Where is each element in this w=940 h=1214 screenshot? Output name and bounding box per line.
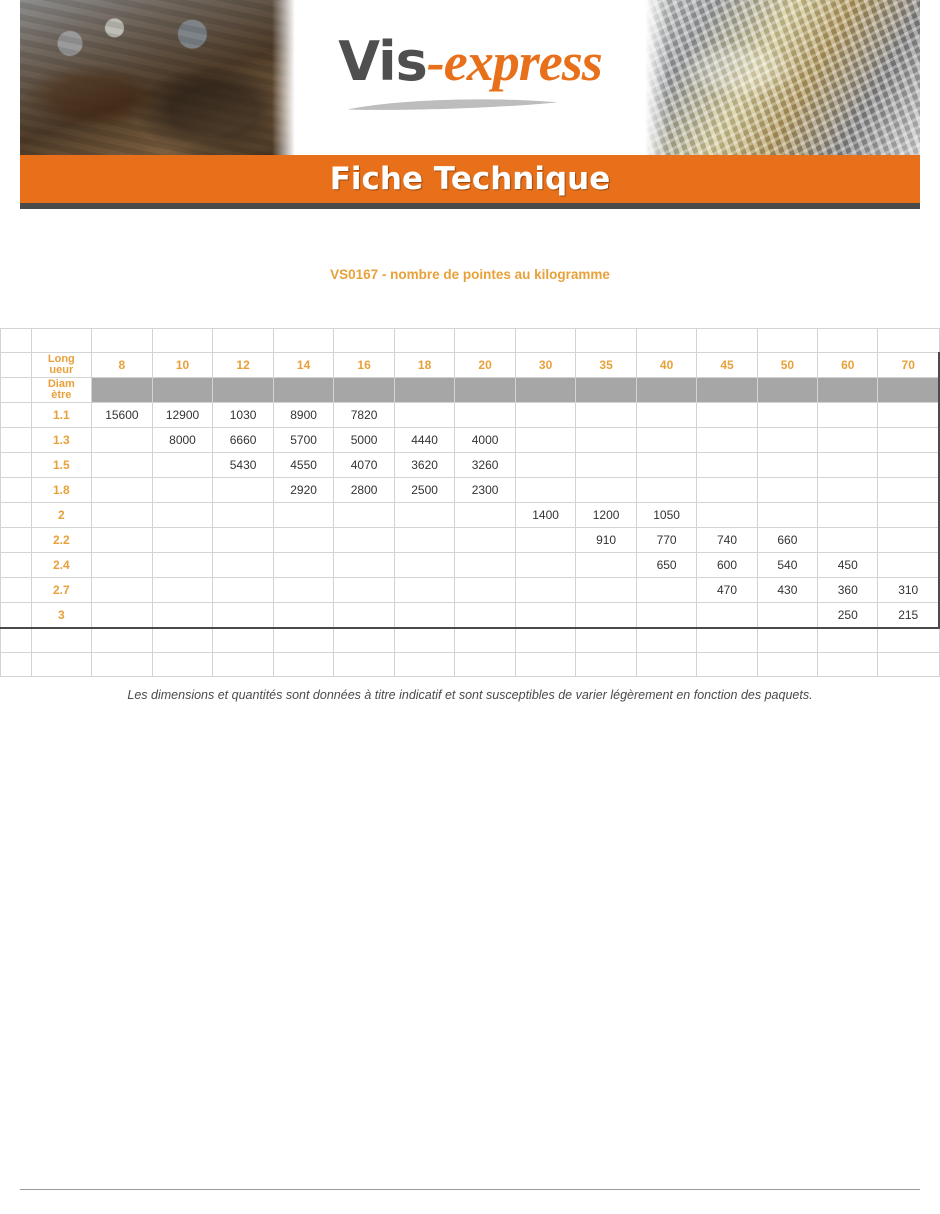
axis-band-cell xyxy=(515,378,576,403)
table-cell xyxy=(818,453,878,478)
table-spacer-cell xyxy=(1,478,32,503)
table-spacer-row xyxy=(1,653,940,677)
table-header-row xyxy=(1,353,940,378)
table-spacer-cell xyxy=(576,653,637,677)
column-header-length: 45 xyxy=(697,353,757,378)
table-spacer-cell xyxy=(818,628,878,653)
table-cell: 360 xyxy=(818,578,878,603)
brand-logo xyxy=(298,0,642,155)
table-spacer-cell xyxy=(636,628,697,653)
table-cell xyxy=(334,503,395,528)
table-cell: 450 xyxy=(818,553,878,578)
table-cell xyxy=(273,528,334,553)
logo-secondary-text: -express xyxy=(426,31,602,92)
table-cell xyxy=(394,528,455,553)
table-cell xyxy=(757,478,817,503)
table-spacer-row xyxy=(1,628,940,653)
table-cell xyxy=(515,403,576,428)
footnote-line-2: légèrement en fonction des paquets. xyxy=(610,688,813,702)
column-header-length: 35 xyxy=(576,353,637,378)
table-spacer-cell xyxy=(31,653,92,677)
table-spacer-cell xyxy=(213,329,274,353)
axis-band-cell xyxy=(757,378,817,403)
column-header-length: 50 xyxy=(757,353,817,378)
table-cell xyxy=(92,578,153,603)
table-row xyxy=(1,478,940,503)
table-cell: 4000 xyxy=(455,428,516,453)
axis-band-cell xyxy=(878,378,939,403)
column-header-length: 16 xyxy=(334,353,395,378)
table-cell xyxy=(213,528,274,553)
row-header-diameter: 1.5 xyxy=(31,453,92,478)
table-cell: 910 xyxy=(576,528,637,553)
table-cell: 770 xyxy=(636,528,697,553)
table-row xyxy=(1,503,940,528)
banner-title: Fiche Technique xyxy=(329,161,611,197)
row-header-diameter: 2 xyxy=(31,503,92,528)
row-axis-label: Long ueur xyxy=(31,353,92,378)
table-cell xyxy=(576,553,637,578)
table-axis-row xyxy=(1,378,940,403)
table-spacer-cell xyxy=(818,329,878,353)
table-cell xyxy=(92,503,153,528)
table-cell xyxy=(757,428,817,453)
table-cell: 7820 xyxy=(334,403,395,428)
table-cell xyxy=(515,578,576,603)
table-cell xyxy=(818,528,878,553)
axis-band-cell xyxy=(818,378,878,403)
table-spacer-cell xyxy=(273,628,334,653)
axis-band-cell xyxy=(213,378,274,403)
table-cell xyxy=(818,403,878,428)
table-cell: 6660 xyxy=(213,428,274,453)
table-spacer-cell xyxy=(334,329,395,353)
table-cell xyxy=(636,603,697,629)
table-cell xyxy=(455,528,516,553)
table-cell xyxy=(152,578,213,603)
table-row xyxy=(1,553,940,578)
table-spacer-cell xyxy=(878,653,939,677)
axis-band-cell xyxy=(576,378,637,403)
table-spacer-cell xyxy=(636,653,697,677)
table-cell xyxy=(757,603,817,629)
table-cell xyxy=(334,553,395,578)
table-spacer-cell xyxy=(334,653,395,677)
table-cell xyxy=(92,428,153,453)
table-cell xyxy=(576,453,637,478)
table-cell: 15600 xyxy=(92,403,153,428)
table-cell: 215 xyxy=(878,603,939,629)
table-spacer-cell xyxy=(455,628,516,653)
table-cell xyxy=(878,403,939,428)
table-cell xyxy=(636,578,697,603)
table-cell xyxy=(515,453,576,478)
table-cell xyxy=(697,603,757,629)
table-cell xyxy=(697,503,757,528)
column-header-length: 10 xyxy=(152,353,213,378)
table-row xyxy=(1,428,940,453)
table-cell xyxy=(515,478,576,503)
table-cell: 540 xyxy=(757,553,817,578)
table-spacer-cell xyxy=(515,329,576,353)
table-cell xyxy=(576,603,637,629)
table-cell xyxy=(92,528,153,553)
table-cell: 650 xyxy=(636,553,697,578)
table-cell xyxy=(757,453,817,478)
table-spacer-cell xyxy=(1,453,32,478)
workbench-with-screws-photo xyxy=(20,0,298,155)
table-cell xyxy=(394,403,455,428)
table-spacer-cell xyxy=(152,653,213,677)
table-body xyxy=(1,329,940,677)
table-cell xyxy=(273,578,334,603)
table-spacer-cell xyxy=(1,653,32,677)
table-spacer-cell xyxy=(1,553,32,578)
table-cell xyxy=(455,553,516,578)
table-cell xyxy=(334,603,395,629)
table-row xyxy=(1,578,940,603)
table-spacer-cell xyxy=(576,628,637,653)
axis-band-cell xyxy=(636,378,697,403)
data-table-zone xyxy=(0,328,940,677)
row-header-diameter: 3 xyxy=(31,603,92,629)
column-header-length: 14 xyxy=(273,353,334,378)
row-header-diameter: 1.3 xyxy=(31,428,92,453)
table-cell xyxy=(697,403,757,428)
table-cell xyxy=(515,553,576,578)
column-header-length: 60 xyxy=(818,353,878,378)
table-cell xyxy=(455,578,516,603)
table-spacer-cell xyxy=(455,653,516,677)
table-spacer-cell xyxy=(1,603,32,629)
table-cell xyxy=(213,603,274,629)
table-cell xyxy=(455,403,516,428)
column-header-length: 8 xyxy=(92,353,153,378)
table-cell: 5700 xyxy=(273,428,334,453)
table-spacer-cell xyxy=(697,653,757,677)
table-cell: 2500 xyxy=(394,478,455,503)
table-spacer-cell xyxy=(878,628,939,653)
table-cell: 4440 xyxy=(394,428,455,453)
table-cell: 4070 xyxy=(334,453,395,478)
table-cell xyxy=(394,578,455,603)
table-cell xyxy=(818,503,878,528)
table-spacer-cell xyxy=(152,628,213,653)
axis-band-cell xyxy=(394,378,455,403)
table-cell xyxy=(455,503,516,528)
axis-band-cell xyxy=(92,378,153,403)
table-spacer-cell xyxy=(757,628,817,653)
table-spacer-cell xyxy=(636,329,697,353)
table-cell: 1030 xyxy=(213,403,274,428)
nails-per-kilogram-table xyxy=(0,328,940,677)
table-cell xyxy=(757,403,817,428)
table-cell xyxy=(213,503,274,528)
table-cell xyxy=(576,578,637,603)
table-cell xyxy=(515,528,576,553)
table-cell xyxy=(697,478,757,503)
table-cell xyxy=(394,603,455,629)
axis-band-cell xyxy=(455,378,516,403)
footer-divider xyxy=(20,1189,920,1190)
table-cell xyxy=(92,553,153,578)
footnote xyxy=(120,687,820,704)
row-header-diameter: 2.2 xyxy=(31,528,92,553)
table-cell xyxy=(92,478,153,503)
table-cell xyxy=(394,553,455,578)
table-cell: 430 xyxy=(757,578,817,603)
table-spacer-cell xyxy=(394,653,455,677)
logo-primary-text: Vis xyxy=(338,29,427,93)
table-cell xyxy=(273,553,334,578)
table-cell xyxy=(213,553,274,578)
table-cell xyxy=(878,453,939,478)
table-cell xyxy=(213,478,274,503)
banner-wrap xyxy=(20,155,920,209)
table-spacer-cell xyxy=(757,329,817,353)
table-spacer-cell xyxy=(213,653,274,677)
table-spacer-cell xyxy=(1,378,32,403)
table-cell xyxy=(636,403,697,428)
axis-band-cell xyxy=(152,378,213,403)
table-spacer-row xyxy=(1,329,940,353)
table-spacer-cell xyxy=(273,653,334,677)
table-cell xyxy=(515,603,576,629)
table-cell xyxy=(757,503,817,528)
table-cell: 1050 xyxy=(636,503,697,528)
banner xyxy=(20,155,920,209)
table-cell xyxy=(515,428,576,453)
swoosh-icon xyxy=(346,97,559,113)
table-cell xyxy=(878,478,939,503)
table-spacer-cell xyxy=(273,329,334,353)
axis-band-cell xyxy=(697,378,757,403)
table-cell: 5000 xyxy=(334,428,395,453)
table-cell: 740 xyxy=(697,528,757,553)
column-header-length: 18 xyxy=(394,353,455,378)
column-header-length: 30 xyxy=(515,353,576,378)
table-cell: 2920 xyxy=(273,478,334,503)
table-spacer-cell xyxy=(757,653,817,677)
table-spacer-cell xyxy=(1,578,32,603)
table-cell xyxy=(455,603,516,629)
column-header-length: 12 xyxy=(213,353,274,378)
table-spacer-cell xyxy=(1,528,32,553)
table-spacer-cell xyxy=(697,329,757,353)
table-spacer-cell xyxy=(878,329,939,353)
table-spacer-cell xyxy=(576,329,637,353)
table-cell xyxy=(152,478,213,503)
table-spacer-cell xyxy=(515,653,576,677)
table-cell xyxy=(818,428,878,453)
table-cell xyxy=(878,553,939,578)
table-cell: 8900 xyxy=(273,403,334,428)
table-cell xyxy=(92,603,153,629)
table-spacer-cell xyxy=(334,628,395,653)
row-header-diameter: 1.8 xyxy=(31,478,92,503)
table-cell xyxy=(818,478,878,503)
table-spacer-cell xyxy=(1,353,32,378)
table-spacer-cell xyxy=(394,329,455,353)
table-cell xyxy=(878,528,939,553)
table-spacer-cell xyxy=(92,329,153,353)
table-cell: 660 xyxy=(757,528,817,553)
assorted-screws-photo xyxy=(642,0,920,155)
table-row xyxy=(1,403,940,428)
table-row xyxy=(1,603,940,629)
table-cell: 470 xyxy=(697,578,757,603)
table-cell xyxy=(697,428,757,453)
table-cell xyxy=(92,453,153,478)
table-cell: 4550 xyxy=(273,453,334,478)
table-cell xyxy=(878,503,939,528)
table-spacer-cell xyxy=(394,628,455,653)
table-cell xyxy=(636,453,697,478)
table-row xyxy=(1,528,940,553)
column-header-length: 40 xyxy=(636,353,697,378)
page-header xyxy=(20,0,920,155)
table-cell xyxy=(576,478,637,503)
table-cell: 250 xyxy=(818,603,878,629)
table-cell xyxy=(152,528,213,553)
column-axis-label: Diam ètre xyxy=(31,378,92,403)
table-spacer-cell xyxy=(1,329,32,353)
table-spacer-cell xyxy=(92,628,153,653)
axis-band-cell xyxy=(273,378,334,403)
table-cell xyxy=(273,603,334,629)
table-cell: 5430 xyxy=(213,453,274,478)
table-cell: 1200 xyxy=(576,503,637,528)
table-spacer-cell xyxy=(1,503,32,528)
table-spacer-cell xyxy=(152,329,213,353)
table-spacer-cell xyxy=(1,403,32,428)
table-cell: 600 xyxy=(697,553,757,578)
table-cell: 2800 xyxy=(334,478,395,503)
table-spacer-cell xyxy=(515,628,576,653)
table-spacer-cell xyxy=(31,628,92,653)
table-spacer-cell xyxy=(455,329,516,353)
table-spacer-cell xyxy=(31,329,92,353)
table-cell xyxy=(636,428,697,453)
table-cell xyxy=(394,503,455,528)
column-header-length: 20 xyxy=(455,353,516,378)
footnote-line-1: Les dimensions et quantités sont données à titre indicatif et sont susceptibles de varier xyxy=(127,688,607,702)
axis-band-cell xyxy=(334,378,395,403)
table-cell xyxy=(878,428,939,453)
table-cell xyxy=(334,528,395,553)
table-cell: 8000 xyxy=(152,428,213,453)
row-header-diameter: 2.4 xyxy=(31,553,92,578)
table-spacer-cell xyxy=(697,628,757,653)
column-header-length: 70 xyxy=(878,353,939,378)
table-cell: 3260 xyxy=(455,453,516,478)
page-title: VS0167 - nombre de pointes au kilogramme xyxy=(330,267,610,282)
table-row xyxy=(1,453,940,478)
table-cell xyxy=(576,428,637,453)
table-cell xyxy=(152,603,213,629)
table-cell: 310 xyxy=(878,578,939,603)
table-cell xyxy=(213,578,274,603)
table-cell: 12900 xyxy=(152,403,213,428)
table-spacer-cell xyxy=(213,628,274,653)
table-cell xyxy=(273,503,334,528)
table-spacer-cell xyxy=(818,653,878,677)
table-cell: 1400 xyxy=(515,503,576,528)
table-cell xyxy=(576,403,637,428)
table-cell xyxy=(334,578,395,603)
row-header-diameter: 1.1 xyxy=(31,403,92,428)
table-cell xyxy=(697,453,757,478)
table-cell xyxy=(152,503,213,528)
table-cell: 2300 xyxy=(455,478,516,503)
table-cell xyxy=(152,553,213,578)
table-cell xyxy=(152,453,213,478)
table-spacer-cell xyxy=(92,653,153,677)
table-cell: 3620 xyxy=(394,453,455,478)
table-spacer-cell xyxy=(1,428,32,453)
row-header-diameter: 2.7 xyxy=(31,578,92,603)
table-spacer-cell xyxy=(1,628,32,653)
table-cell xyxy=(636,478,697,503)
